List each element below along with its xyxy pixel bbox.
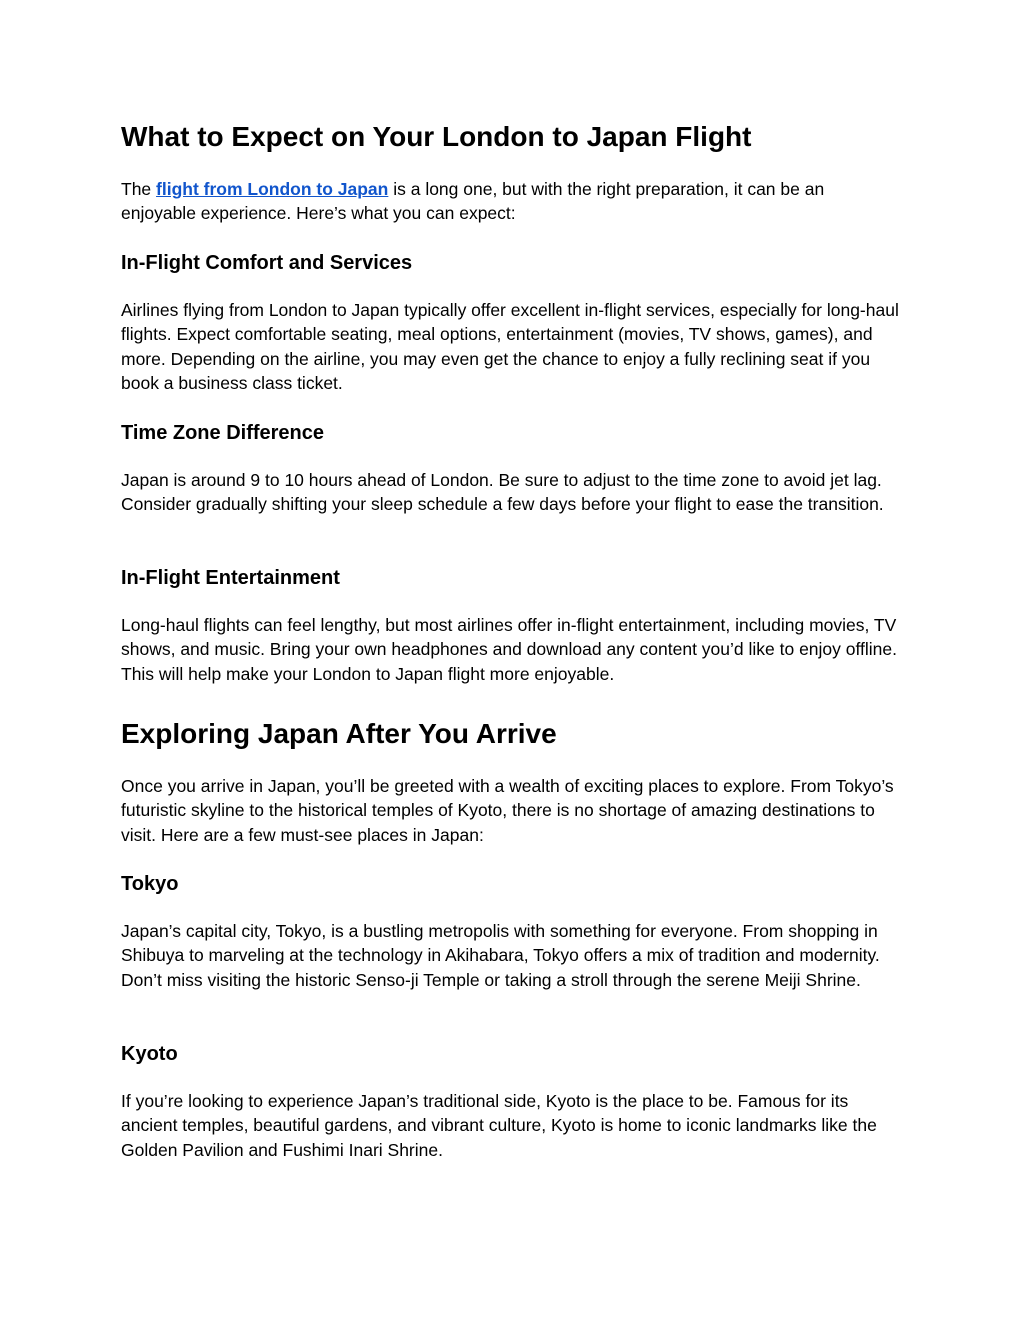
heading-inflight-comfort: In-Flight Comfort and Services: [121, 252, 413, 274]
paragraph-kyoto: If you’re looking to experience Japan’s traditional side, Kyoto is the place to be. Famous for its ancient temples, beautiful gardens, and vibrant culture, Kyoto is home to iconic landmarks like the Golden Pavilion and Fushimi Inari Shrine.: [121, 1091, 877, 1160]
heading-exploring-japan: Exploring Japan After You Arrive: [121, 718, 557, 749]
intro-text-before: The: [121, 179, 157, 199]
flight-london-japan-link[interactable]: flight from London to Japan: [156, 179, 389, 199]
paragraph-tokyo: Japan’s capital city, Tokyo, is a bustling metropolis with something for everyone. From shopping in Shibuya to marveling at the technology in Akihabara, Tokyo offers a mix of tradition and modernity. Don’t miss visiting the historic Senso-ji Temple or taking a stroll through the serene Meiji Shrine.: [121, 921, 880, 990]
paragraph-exploring-japan: Once you arrive in Japan, you’ll be greeted with a wealth of exciting places to explore. From Tokyo’s futuristic skyline to the historical temples of Kyoto, there is no shortage of amazing destinations to visit. Here are a few must-see places in Japan:: [121, 776, 894, 845]
intro-paragraph: [121, 177, 901, 226]
paragraph-time-zone: Japan is around 9 to 10 hours ahead of London. Be sure to adjust to the time zone to avoid jet lag. Consider gradually shifting your sleep schedule a few days before your flight to ease the transition.: [121, 470, 884, 515]
paragraph-inflight-entertainment: Long-haul flights can feel lengthy, but most airlines offer in-flight entertainment, including movies, TV shows, and music. Bring your own headphones and download any content you’d like to enjoy offline. This will help make your London to Japan flight more enjoyable.: [121, 615, 898, 684]
heading-kyoto: Kyoto: [121, 1043, 178, 1065]
paragraph-inflight-comfort: Airlines flying from London to Japan typically offer excellent in-flight services, especially for long-haul flights. Expect comfortable seating, meal options, entertainment (movies, TV shows, games), and more. Depending on the airline, you may even get the chance to enjoy a fully reclining seat if you book a business class ticket.: [121, 300, 899, 394]
heading-time-zone: Time Zone Difference: [121, 422, 325, 444]
heading-inflight-entertainment: In-Flight Entertainment: [121, 567, 340, 589]
heading-flight-expectations: What to Expect on Your London to Japan Flight: [121, 121, 752, 152]
heading-tokyo: Tokyo: [121, 873, 179, 895]
intro-text-after: is a long one, but with the right preparation, it can be an enjoyable experience. Here’s what you can expect:: [121, 179, 825, 224]
